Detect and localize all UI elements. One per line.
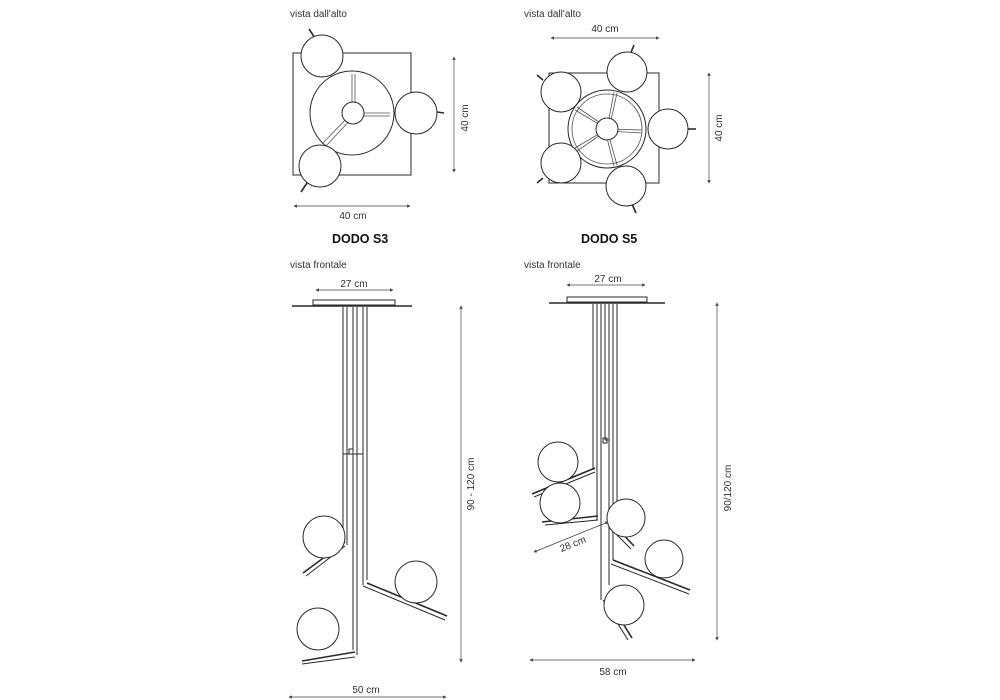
s3-model-name: DODO S3 xyxy=(332,232,389,246)
s5-arm-label: 28 cm xyxy=(558,534,588,555)
s5-front-globe xyxy=(604,585,644,625)
s5-canopy-box xyxy=(567,297,647,302)
s3-top-hub xyxy=(342,102,364,124)
s5-front-view xyxy=(524,260,734,678)
s5-top-hub xyxy=(596,118,618,140)
s3-front-globe xyxy=(395,561,437,603)
s5-front-globe xyxy=(645,540,683,578)
s3-top-view xyxy=(290,9,471,222)
s3-front-view xyxy=(289,260,477,697)
s5-height-label: 90/120 cm xyxy=(723,464,734,512)
s5-top-view xyxy=(524,9,725,213)
s5-overall-width-label: 58 cm xyxy=(599,667,627,678)
s3-top-globe xyxy=(301,35,343,77)
s3-rods xyxy=(343,307,367,655)
s3-front-globe xyxy=(303,516,345,558)
s5-top-globe xyxy=(541,143,581,183)
s5-front-view-label: vista frontale xyxy=(524,260,581,271)
s5-top-globe xyxy=(607,52,647,92)
s3-junction xyxy=(349,449,353,454)
s3-top-view-label: vista dall'alto xyxy=(290,9,347,20)
s5-canopy-label: 27 cm xyxy=(594,274,622,285)
s3-overall-width-label: 50 cm xyxy=(352,685,380,696)
s3-top-depth-label: 40 cm xyxy=(460,104,471,132)
s5-top-globe xyxy=(606,166,646,206)
s3-canopy-box xyxy=(313,300,395,305)
s5-front-globe xyxy=(538,442,578,482)
s3-front-view-label: vista frontale xyxy=(290,260,347,271)
s5-top-view-label: vista dall'alto xyxy=(524,9,581,20)
s5-top-globe xyxy=(541,72,581,112)
s5-top-depth-label: 40 cm xyxy=(714,114,725,142)
s3-top-width-label: 40 cm xyxy=(339,211,367,222)
s5-model-name: DODO S5 xyxy=(581,232,638,246)
s5-front-globe xyxy=(540,483,580,523)
s5-rods xyxy=(593,304,617,600)
s5-front-globe xyxy=(607,499,645,537)
s3-top-globe xyxy=(395,92,437,134)
s5-top-width-label: 40 cm xyxy=(591,24,619,35)
s5-top-globe xyxy=(648,109,688,149)
s3-top-arm-stub xyxy=(301,183,307,192)
s3-canopy-label: 27 cm xyxy=(340,279,368,290)
s3-front-globe xyxy=(297,608,339,650)
s3-top-arm-stub xyxy=(437,112,444,113)
s3-top-globe xyxy=(299,145,341,187)
s5-top-arm-stub xyxy=(537,178,543,183)
s5-top-arm-stub xyxy=(537,75,543,80)
s3-height-label: 90 - 120 cm xyxy=(466,457,477,511)
